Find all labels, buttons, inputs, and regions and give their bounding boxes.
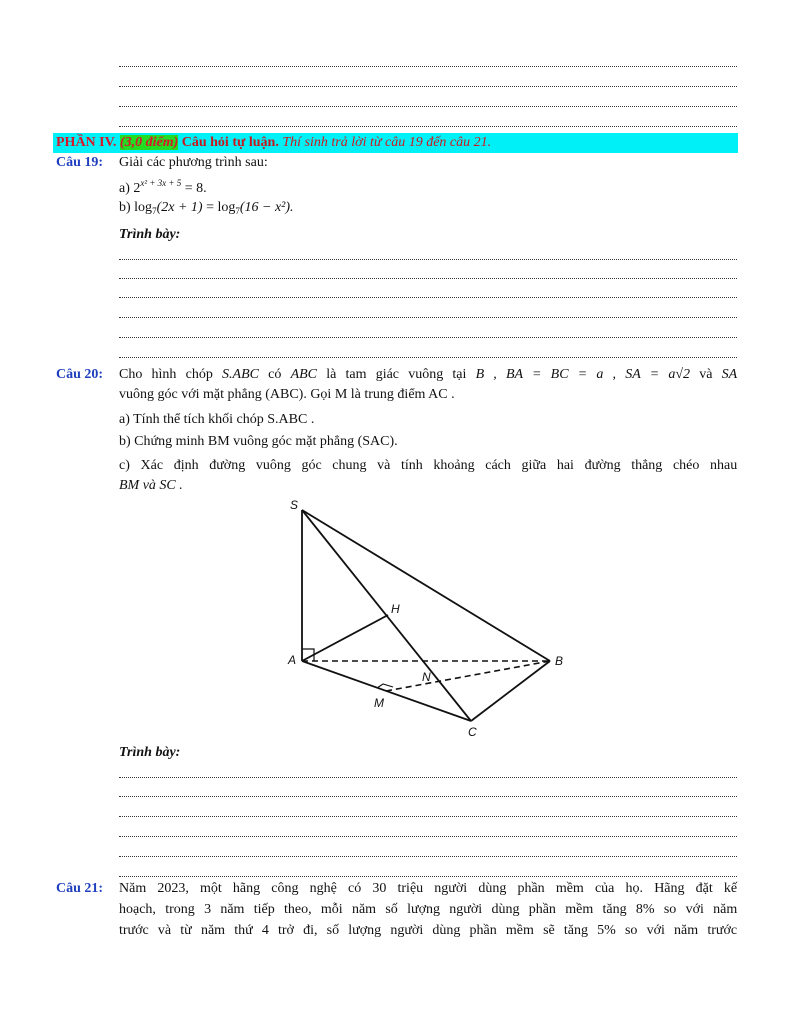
word: tính	[400, 458, 423, 473]
label-S: S	[290, 498, 299, 512]
word: Xác	[140, 458, 164, 473]
answer-line	[119, 357, 737, 358]
pyramid-figure	[282, 492, 582, 742]
segment-AH	[302, 615, 388, 661]
q19-a-prefix: a)	[119, 181, 134, 196]
q20-line1	[119, 366, 737, 385]
word: thứ	[234, 923, 253, 938]
word: số	[326, 923, 340, 938]
word: người	[434, 881, 468, 896]
word: 2023,	[157, 881, 189, 896]
word: 5%	[597, 923, 616, 938]
label-N: N	[422, 670, 431, 684]
q19-b-arg2: (16 − x²).	[239, 200, 294, 215]
word: đặt	[695, 881, 713, 896]
word: so	[624, 923, 638, 938]
answer-line	[119, 816, 737, 817]
word: tăng	[602, 902, 627, 917]
word: mỗi	[320, 902, 343, 917]
answer-line	[119, 796, 737, 797]
word: sẽ	[543, 923, 555, 938]
word: mềm	[505, 923, 534, 938]
word: lượng	[407, 902, 440, 917]
q19-prompt: Giải các phương trình sau:	[119, 155, 268, 170]
word: tiếp	[253, 902, 275, 917]
word: phần	[517, 881, 545, 896]
word: c)	[119, 458, 130, 473]
word: năm	[713, 902, 738, 917]
word: từ	[180, 923, 192, 938]
word: mềm	[565, 902, 594, 917]
word: người	[390, 923, 424, 938]
label-M: M	[374, 696, 384, 710]
math-term: SA = a√2	[625, 367, 691, 382]
q20-line2: vuông góc với mặt phẳng (ABC). Gọi M là trung điểm AC .	[119, 387, 455, 402]
word: và	[699, 367, 713, 382]
word: khoảng	[433, 458, 475, 473]
word: đường	[209, 458, 246, 473]
answer-line	[119, 856, 737, 857]
word: tam	[345, 367, 367, 382]
answer-line	[119, 106, 737, 107]
word: nghệ	[309, 881, 337, 896]
label-H: H	[391, 602, 400, 616]
answer-line	[119, 777, 737, 778]
word: với	[646, 923, 665, 938]
right-angle-M	[377, 684, 393, 688]
word: hai	[556, 458, 574, 473]
word: góc	[301, 458, 322, 473]
word: mềm	[555, 881, 584, 896]
edge-BC	[471, 661, 550, 721]
word: tăng	[563, 923, 588, 938]
q19-a-base: 2	[133, 181, 141, 196]
word: kế	[723, 881, 738, 896]
word: năm	[200, 923, 226, 938]
word: dùng	[478, 881, 507, 896]
q20-part-c-line2: BM và SC .	[119, 478, 183, 493]
question-19-label: Câu 19:	[56, 155, 104, 170]
q19-b-log2: log	[217, 200, 236, 215]
answer-line	[119, 259, 737, 260]
section-instruction: Thí sinh trả lời từ câu 19 đến câu 21.	[282, 135, 492, 150]
word: một	[200, 881, 222, 896]
word: có	[348, 881, 362, 896]
word: công	[271, 881, 299, 896]
q19-b-log: log	[134, 200, 153, 215]
q19-part-b	[119, 199, 294, 218]
word: phần	[469, 923, 497, 938]
word: và	[377, 458, 391, 473]
word: triệu	[397, 881, 424, 896]
word: 3	[204, 902, 212, 917]
word: hoạch,	[119, 902, 156, 917]
word: 30	[372, 881, 387, 896]
q20-work-label: Trình bày:	[119, 745, 181, 760]
answer-line	[119, 836, 737, 837]
word: trước	[119, 923, 149, 938]
label-A: A	[288, 653, 297, 667]
word: tại	[452, 367, 467, 382]
math-term: B ,	[475, 367, 497, 382]
section-title: Câu hỏi tự luận.	[181, 135, 279, 150]
word: hình	[151, 367, 177, 382]
word: phần	[528, 902, 556, 917]
word: là	[326, 367, 337, 382]
word: Năm	[119, 881, 147, 896]
word: hãng	[232, 881, 261, 896]
section-part: PHẦN IV.	[56, 135, 117, 150]
q19-part-a	[119, 177, 207, 199]
word: giữa	[521, 458, 547, 473]
word: người	[449, 902, 483, 917]
word: của	[594, 881, 615, 896]
q19-b-prefix: b)	[119, 200, 135, 215]
word: định	[173, 458, 199, 473]
word: có	[268, 367, 282, 382]
answer-line	[119, 337, 737, 338]
q20-part-c-line1	[119, 457, 737, 476]
math-term: S.ABC	[222, 367, 259, 382]
edge-SB	[302, 510, 550, 661]
word: theo,	[284, 902, 312, 917]
word: cách	[485, 458, 511, 473]
word: đi,	[303, 923, 318, 938]
question-20-label: Câu 20:	[56, 367, 104, 382]
answer-line	[119, 86, 737, 87]
label-B: B	[555, 654, 564, 668]
q19-work-label: Trình bày:	[119, 227, 181, 242]
segment-BM-hidden	[386, 661, 550, 691]
word: chéo	[672, 458, 700, 473]
word: 8%	[635, 902, 655, 917]
word: vuông	[255, 458, 291, 473]
word: vuông	[408, 367, 444, 382]
answer-line	[119, 126, 737, 127]
label-C: C	[468, 725, 477, 739]
q19-a-exponent: x² + 3x + 5	[140, 178, 182, 188]
word: trong	[165, 902, 195, 917]
answer-line	[119, 876, 737, 877]
word: Hãng	[654, 881, 685, 896]
word: thẳng	[631, 458, 663, 473]
word: nhau	[710, 458, 738, 473]
word: Cho	[119, 367, 143, 382]
word: năm	[220, 902, 245, 917]
word: số	[385, 902, 398, 917]
section-banner	[53, 133, 738, 153]
word: chóp	[185, 367, 213, 382]
word: trở	[278, 923, 294, 938]
q19-b-base: 7	[152, 206, 157, 216]
q19-b-arg1: (2x + 1)	[156, 200, 203, 215]
q20-part-b: b) Chứng minh BM vuông góc mặt phẳng (SAC).	[119, 434, 398, 449]
word: 4	[261, 923, 269, 938]
word: với	[685, 902, 704, 917]
word: trước	[707, 923, 738, 938]
word: giác	[375, 367, 400, 382]
q20-part-a: a) Tính thể tích khối chóp S.ABC .	[119, 412, 315, 427]
word: đường	[584, 458, 621, 473]
section-score: (3,0 điểm)	[119, 135, 179, 150]
answer-line	[119, 317, 737, 318]
word: so	[663, 902, 677, 917]
q19-b-eq: =	[202, 200, 218, 215]
word: và	[157, 923, 172, 938]
answer-line	[119, 278, 737, 279]
q19-b-base2: 7	[235, 206, 240, 216]
math-term: ABC	[290, 367, 318, 382]
word: năm	[674, 923, 699, 938]
question-21-label: Câu 21:	[56, 881, 104, 896]
word: lượng	[348, 923, 382, 938]
word: dùng	[432, 923, 461, 938]
q21-line2	[119, 901, 737, 920]
word: chung	[332, 458, 367, 473]
word: họ.	[625, 881, 644, 896]
answer-line	[119, 66, 737, 67]
q21-line3	[119, 922, 737, 941]
word: dùng	[491, 902, 520, 917]
q21-line1	[119, 880, 737, 899]
answer-line	[119, 297, 737, 298]
q19-a-rest: = 8.	[181, 181, 207, 196]
math-term: BA = BC = a ,	[506, 367, 617, 382]
math-term: SA	[721, 367, 738, 382]
word: năm	[351, 902, 377, 917]
